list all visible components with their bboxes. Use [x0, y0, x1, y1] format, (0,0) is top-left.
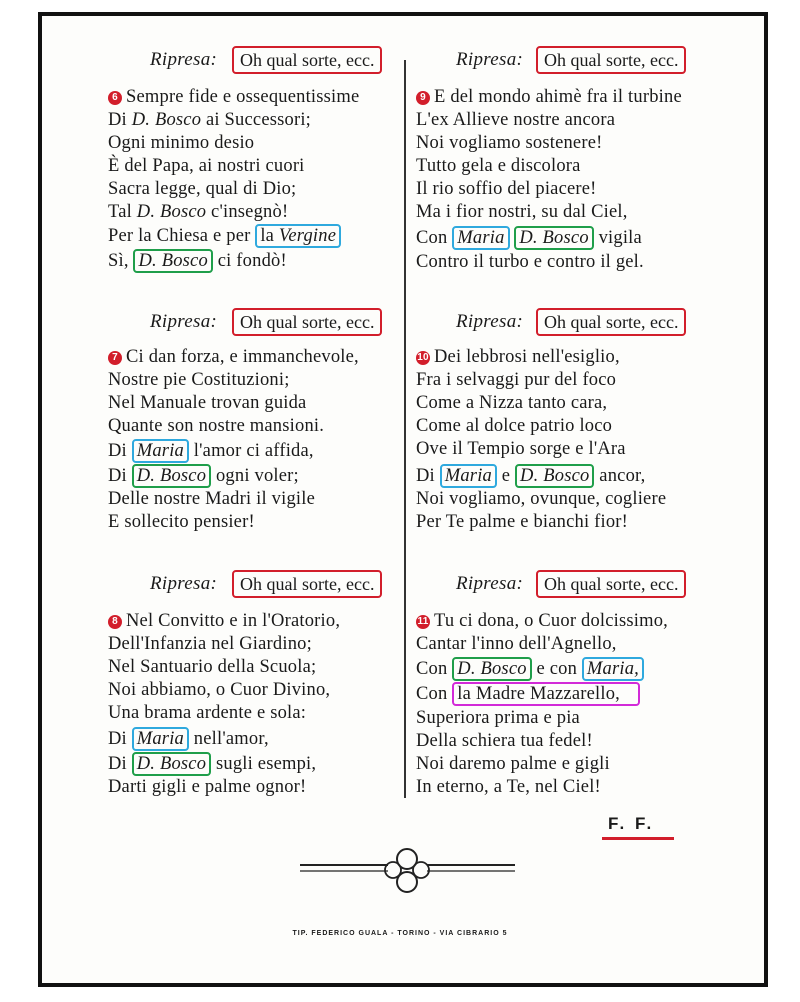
verse-line: Nel Manuale trovan guida [108, 393, 307, 413]
verse-line: Quante son nostre mansioni. [108, 416, 325, 436]
verse-line: Di Maria e D. Bosco ancor, [416, 466, 646, 486]
ripresa-row [108, 48, 408, 74]
stanza-number: 7 [108, 351, 122, 365]
stanza-number: 11 [417, 616, 429, 627]
verse-line: 8 Nel Convitto e in l'Oratorio, [108, 610, 340, 633]
d-bosco-name: D. Bosco [131, 110, 202, 130]
ripresa-refrain: Oh qual sorte, ecc. [536, 46, 686, 74]
printer-credit: TIP. FEDERICO GUALA - TORINO - VIA CIBRARIO 5 [292, 930, 508, 937]
ripresa-row [108, 310, 408, 336]
verse-line: Delle nostre Madri il vigile [108, 489, 315, 509]
verse-line: L'ex Allieve nostre ancora [416, 110, 616, 130]
stanza-number: 9 [416, 91, 430, 105]
verse-line: 7 Ci dan forza, e immanchevole, [108, 346, 359, 369]
ripresa-row [416, 572, 716, 598]
verse-line: 9 E del mondo ahimè fra il turbine [416, 86, 682, 109]
verse-line: Per la Chiesa e per la Vergine [108, 224, 341, 248]
d-bosco-highlight: D. Bosco [132, 752, 211, 776]
ripresa-label: Ripresa: [456, 311, 524, 332]
verse-line: Nostre pie Costituzioni; [108, 370, 290, 390]
ripresa-refrain: Oh qual sorte, ecc. [232, 308, 382, 336]
signature: F. F. [608, 814, 655, 833]
d-bosco-highlight: D. Bosco [133, 249, 212, 273]
verse-line: Tutto gela e discolora [416, 156, 581, 176]
ornament-flourish [300, 846, 515, 896]
verse-line: Noi vogliamo, ovunque, cogliere [416, 489, 667, 509]
ripresa-row [108, 572, 408, 598]
verse-line: Superiora prima e pia [416, 708, 580, 728]
stanza-number: 8 [108, 615, 122, 629]
ripresa-row [416, 48, 716, 74]
column-divider [404, 60, 406, 798]
verse-line: Come al dolce patrio loco [416, 416, 613, 436]
verse-line: In eterno, a Te, nel Ciel! [416, 777, 601, 797]
verse-line: Sì, D. Bosco ci fondò! [108, 251, 287, 271]
verse-line: E sollecito pensier! [108, 512, 255, 532]
maria-highlight: Maria [452, 226, 509, 250]
verse-line: Noi abbiamo, o Cuor Divino, [108, 680, 331, 700]
verse-line: Tal D. Bosco c'insegnò! [108, 202, 289, 222]
verse-line: Cantar l'inno dell'Agnello, [416, 634, 617, 654]
maria-highlight: Maria [440, 464, 497, 488]
verse-line: Come a Nizza tanto cara, [416, 393, 608, 413]
stanza-number: 6 [108, 91, 122, 105]
ripresa-label: Ripresa: [150, 49, 218, 70]
verse-line: Di D. Bosco ogni voler; [108, 466, 299, 486]
verse-line: Della schiera tua fedel! [416, 731, 593, 751]
verse-line: Con la Madre Mazzarello, [416, 682, 640, 706]
verse-line: Di Maria l'amor ci affida, [108, 441, 314, 461]
verse-line: Darti gigli e palme ognor! [108, 777, 307, 797]
d-bosco-highlight: D. Bosco [132, 464, 211, 488]
verse-line: Il rio soffio del piacere! [416, 179, 597, 199]
vergine-highlight: la Vergine [255, 224, 341, 248]
ripresa-row [416, 310, 716, 336]
verse-line: 10 Dei lebbrosi nell'esiglio, [417, 347, 620, 367]
signature-underline [602, 837, 674, 840]
ripresa-label: Ripresa: [456, 49, 524, 70]
verse-line: Sacra legge, qual di Dio; [108, 179, 297, 199]
verse-line: Di Maria nell'amor, [108, 729, 269, 749]
verse-line: È del Papa, ai nostri cuori [108, 156, 305, 176]
maria-highlight: Maria [132, 727, 189, 751]
d-bosco-highlight: D. Bosco [515, 464, 594, 488]
verse-line: Ove il Tempio sorge e l'Ara [416, 439, 626, 459]
verse-line: 11 Tu ci dona, o Cuor dolcissimo, [417, 611, 669, 631]
ripresa-label: Ripresa: [150, 573, 218, 594]
verse-line: Fra i selvaggi pur del foco [416, 370, 617, 390]
maria-highlight: Maria [132, 439, 189, 463]
verse-line: Di D. Bosco ai Successori; [108, 110, 312, 130]
stanza-number: 10 [417, 352, 429, 363]
verse-line: Dell'Infanzia nel Giardino; [108, 634, 312, 654]
ripresa-refrain: Oh qual sorte, ecc. [536, 570, 686, 598]
verse-line: Ma i fior nostri, su dal Ciel, [416, 202, 628, 222]
verse-line: Noi daremo palme e gigli [416, 754, 610, 774]
ripresa-label: Ripresa: [456, 573, 524, 594]
ripresa-refrain: Oh qual sorte, ecc. [232, 46, 382, 74]
verse-line: Con D. Bosco e con Maria, [416, 657, 644, 681]
verse-line: Nel Santuario della Scuola; [108, 657, 317, 677]
maria-highlight: Maria, [582, 657, 644, 681]
ripresa-refrain: Oh qual sorte, ecc. [536, 308, 686, 336]
verse-line: Ogni minimo desio [108, 133, 255, 153]
ripresa-label: Ripresa: [150, 311, 218, 332]
verse-line: Con Maria D. Bosco vigila [416, 228, 642, 248]
d-bosco-highlight: D. Bosco [452, 657, 531, 681]
mazzarello-highlight: la Madre Mazzarello, [452, 682, 640, 706]
d-bosco-name: D. Bosco [136, 202, 207, 222]
verse-line: Contro il turbo e contro il gel. [416, 252, 644, 272]
verse-line: Per Te palme e bianchi fior! [416, 512, 629, 532]
verse-line: Noi vogliamo sostenere! [416, 133, 603, 153]
verse-line: 6 Sempre fide e ossequentissime [108, 86, 359, 109]
verse-line: Di D. Bosco sugli esempi, [108, 754, 317, 774]
ripresa-refrain: Oh qual sorte, ecc. [232, 570, 382, 598]
verse-line: Una brama ardente e sola: [108, 703, 307, 723]
d-bosco-highlight: D. Bosco [514, 226, 593, 250]
